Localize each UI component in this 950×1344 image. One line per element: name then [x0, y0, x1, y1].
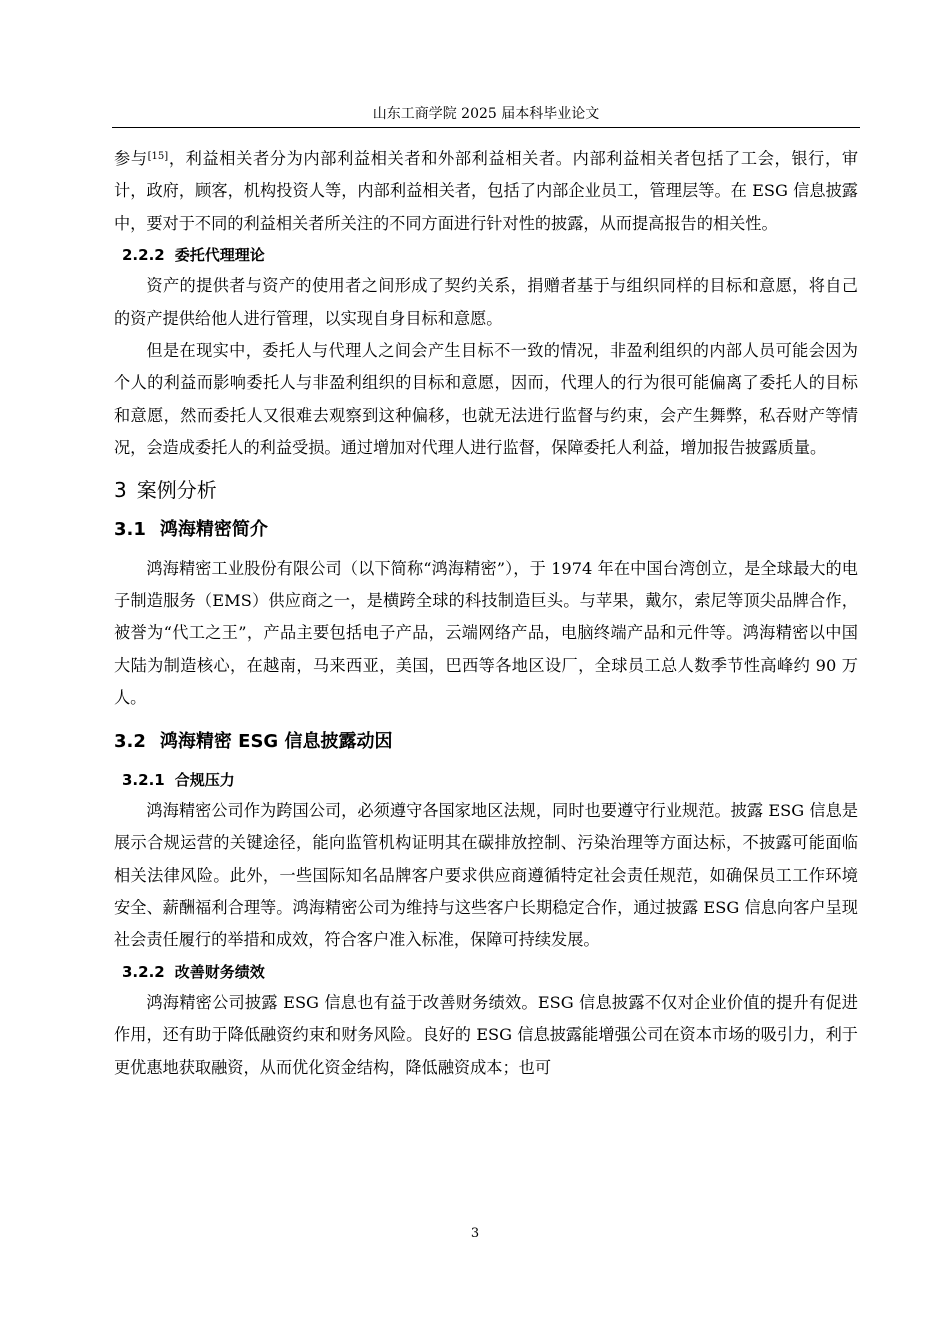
chapter-3-heading — [114, 477, 858, 503]
paragraph-compliance: 鸿海精密公司作为跨国公司，必须遵守各国家地区法规，同时也要遵守行业规范。披露 ESG 信息是展示合规运营的关键途径，能向监管机构证明其在碳排放控制、污染治理等方面达标，不披露可能面临相关法律风险。此外，一些国际知名品牌客户要求供应商遵循特定社会责任规范，如确保员工工作环境安全、薪酬福利合理等。鸿海精密公司为维持与这些客户长期稳定合作，通过披露 ESG 信息向客户呈现社会责任履行的举措和成效，符合客户准入标准，保障可持续发展。 — [114, 800, 858, 950]
section-title: 改善财务绩效 — [174, 962, 265, 981]
page-header: 山东工商学院 2025 届本科毕业论文 — [372, 106, 600, 122]
section-3-2-2-heading — [114, 957, 858, 987]
paragraph-financial: 鸿海精密公司披露 ESG 信息也有益于改善财务绩效。ESG 信息披露不仅对企业价值的提升有促进作用，还有助于降低融资约束和财务风险。良好的 ESG 信息披露能增强公司在资本市场的吸引力，利于更优惠地获取融资，从而优化资金结构，降低融资成本；也可 — [114, 992, 858, 1077]
section-title: 合规压力 — [174, 770, 235, 789]
section-number: 3.1 — [114, 518, 146, 540]
document-body — [114, 143, 858, 1084]
paragraph-agency-conflict: 但是在现实中，委托人与代理人之间会产生目标不一致的情况，非盈利组织的内部人员可能会因为个人的利益而影响委托人与非盈利组织的目标和意愿，因而，代理人的行为很可能偏离了委托人的目标和意愿，然而委托人又很难去观察到这种偏移，也就无法进行监督与约束，会产生舞弊，私吞财产等情况，会造成委托人的利益受损。通过增加对代理人进行监督，保障委托人利益，增加报告披露质量。 — [114, 341, 858, 458]
paragraph-text: 参与 — [114, 149, 148, 168]
paragraph-agency-contract: 资产的提供者与资产的使用者之间形成了契约关系，捐赠者基于与组织同样的目标和意愿，将自己的资产提供给他人进行管理，以实现自身目标和意愿。 — [114, 276, 858, 328]
paragraph-text: ，利益相关者分为内部利益相关者和外部利益相关者。内部利益相关者包括了工会，银行，审计，政府，顾客，机构投资人等，内部利益相关者，包括了内部企业员工，管理层等。在 ESG 信息披露中，要对于不同的利益相关者所关注的不同方面进行针对性的披露，从而提高报告的相关性。 — [114, 149, 859, 233]
section-title: 案例分析 — [136, 477, 217, 502]
section-title: 鸿海精密 ESG 信息披露动因 — [159, 730, 393, 752]
section-3-2-heading — [114, 729, 858, 755]
section-number: 3 — [114, 477, 127, 502]
section-2-2-2-heading — [114, 240, 858, 270]
section-number: 3.2.1 — [122, 770, 165, 789]
section-number: 3.2.2 — [122, 962, 165, 981]
header-rule — [112, 127, 860, 128]
section-title: 鸿海精密简介 — [159, 518, 268, 540]
citation-ref[interactable]: [15] — [147, 151, 169, 162]
section-number: 3.2 — [114, 730, 146, 752]
section-number: 2.2.2 — [122, 246, 165, 265]
page-number: 3 — [470, 1226, 480, 1241]
paragraph-company-intro: 鸿海精密工业股份有限公司（以下简称“鸿海精密”），于 1974 年在中国台湾创立，是全球最大的电子制造服务（EMS）供应商之一，是横跨全球的科技制造巨头。与苹果，戴尔，索尼等顶尖品牌合作，被誉为“代工之王”，产品主要包括电子产品，云端网络产品，电脑终端产品和元件等。鸿海精密以中国大陆为制造核心，在越南，马来西亚，美国，巴西等各地区设厂，全球员工总人数季节性高峰约 90 万人。 — [114, 558, 858, 708]
section-title: 委托代理理论 — [174, 246, 265, 265]
section-3-1-heading — [114, 517, 858, 543]
paragraph-stakeholders — [114, 143, 858, 240]
section-3-2-1-heading — [114, 765, 858, 795]
